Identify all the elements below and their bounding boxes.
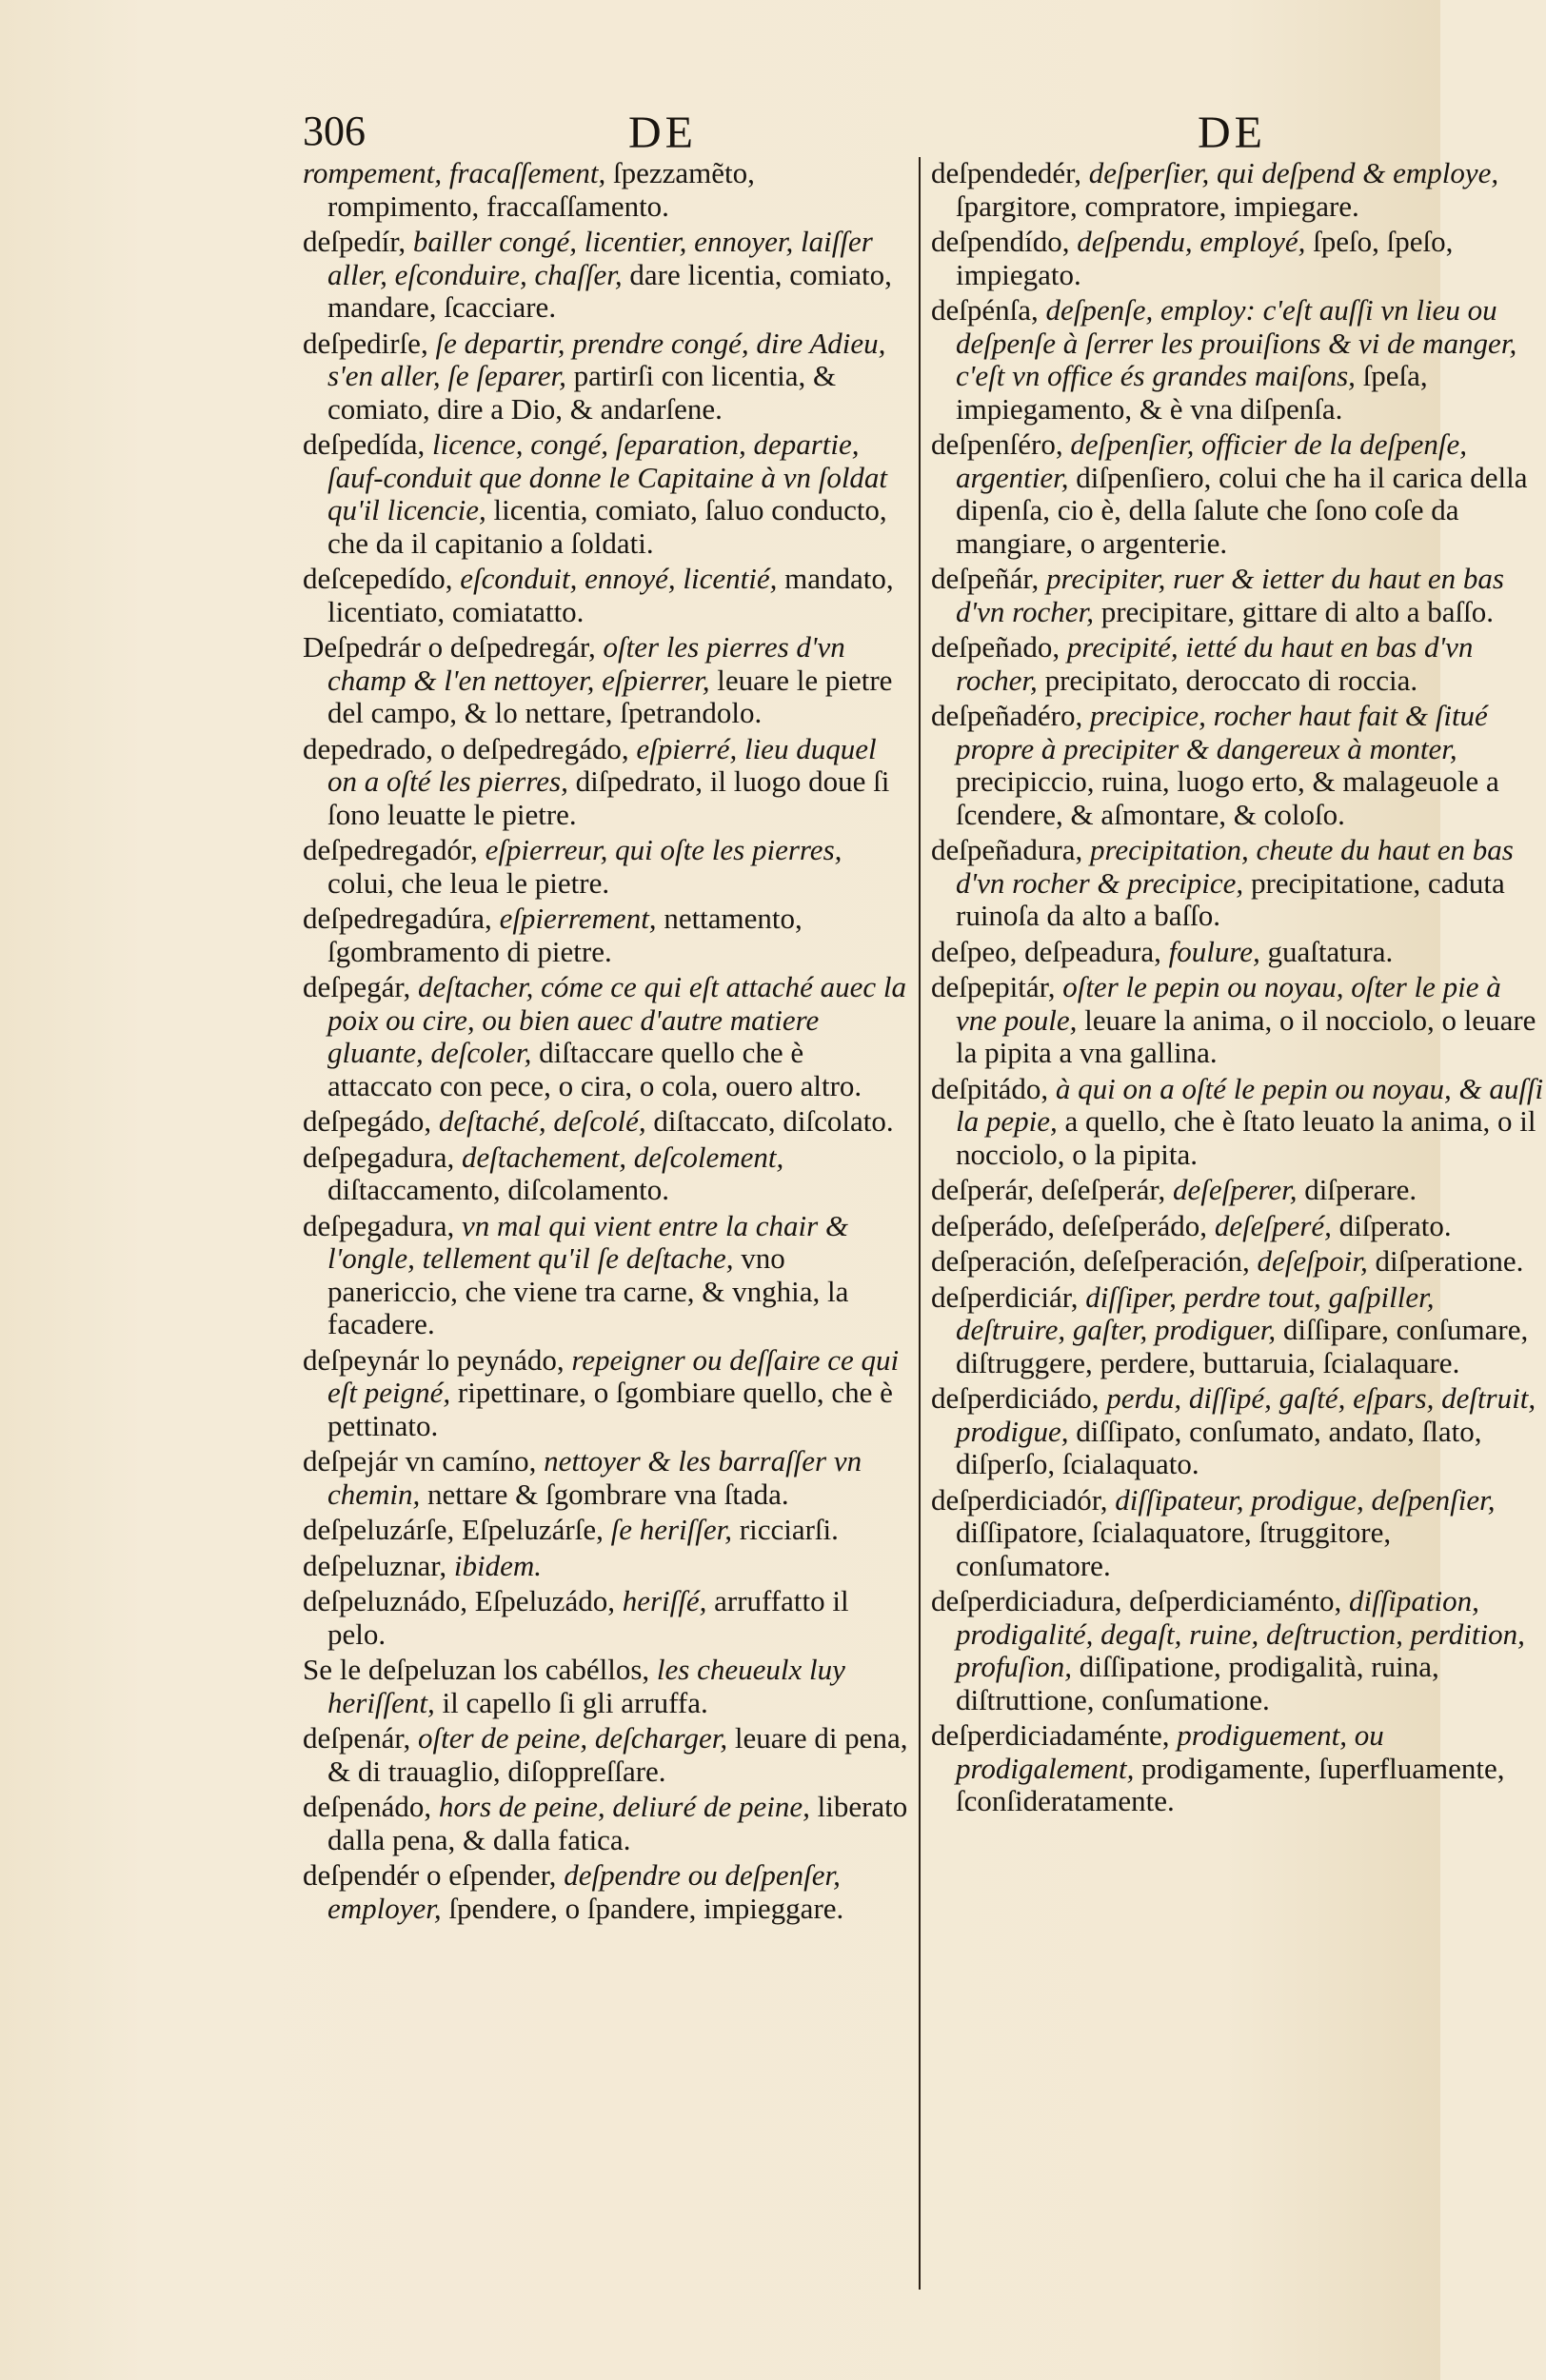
headword: deſpeynár lo peynádo, — [303, 1342, 572, 1377]
italian-gloss: precipitato, deroccato di roccia. — [1044, 663, 1418, 697]
dictionary-entry — [303, 1445, 912, 1511]
french-gloss: heriſſé, — [622, 1584, 715, 1617]
italian-gloss: ripettinare, o ſgombiare quello, che è pettinato. — [327, 1376, 893, 1442]
french-gloss: precipitation, cheute du haut en bas d'vn rocher & precipice, — [956, 833, 1514, 900]
french-gloss: eſpierré, lieu duquel on a oſté les pierres, — [327, 731, 877, 798]
italian-gloss: precipitare, gittare di alto a baſſo. — [1100, 594, 1494, 628]
headword: deſperdiciadaménte, — [931, 1718, 1178, 1752]
french-gloss: oſter le pepin ou noyau, oſter le pie à vne poule, — [956, 970, 1501, 1037]
dictionary-entry — [303, 327, 912, 426]
headword: deſpegadura, — [303, 1208, 462, 1242]
italian-gloss: vno panericcio, che viene tra carne, & vnghia, la facadere. — [327, 1241, 849, 1340]
dictionary-entry — [303, 157, 912, 223]
dictionary-entry — [303, 226, 912, 325]
dictionary-entry — [931, 1210, 1546, 1243]
headword: deſpeñado, — [931, 630, 1067, 664]
french-gloss: oſter les pierres d'vn champ & l'en nettoyer, eſpierrer, — [327, 630, 845, 697]
french-gloss: licence, congé, ſeparation, departie, ſauf-conduit que donne le Capitaine à vn ſoldat qu'il licencie, — [327, 427, 888, 526]
french-gloss: deſpendre ou deſpenſer, employer, — [327, 1858, 841, 1925]
dictionary-entry — [931, 700, 1546, 831]
dictionary-entry — [931, 294, 1546, 426]
left-column — [303, 157, 912, 1928]
dictionary-entry — [931, 1719, 1546, 1818]
italian-gloss: diſtaccare quello che è attaccato con pece, o cira, o cola, ouero altro. — [327, 1036, 862, 1102]
headword: deſpenár, — [303, 1721, 418, 1755]
italian-gloss: ſpezzamẽto, rompimento, fraccaſſamento. — [327, 156, 755, 223]
italian-gloss: nettamento, ſgombramento di pietre. — [327, 902, 803, 968]
dictionary-entry — [303, 733, 912, 832]
italian-gloss: partirſi con licentia, & comiato, dire a Dio, & andarſene. — [327, 359, 837, 426]
headword: deſperación, deſeſperación, — [931, 1244, 1258, 1278]
french-gloss: deſtachement, deſcolement, — [461, 1140, 784, 1174]
italian-gloss: precipiccio, ruina, luogo erto, & malageuole a ſcendere, & aſmontare, & coloſo. — [956, 764, 1499, 831]
headword: deſpegádo, — [303, 1104, 439, 1138]
italian-gloss: diſſipatione, prodigalità, ruina, diſtruttione, conſumatione. — [956, 1650, 1439, 1716]
dictionary-entry — [931, 1585, 1546, 1716]
headword: deſperdiciadór, — [931, 1482, 1116, 1517]
dictionary-entry — [931, 226, 1546, 291]
french-gloss: ſe heriſſer, — [610, 1513, 740, 1546]
headword: deſperdiciádo, — [931, 1381, 1107, 1415]
headword: deſpénſa, — [931, 293, 1046, 327]
dictionary-entry — [931, 157, 1546, 223]
italian-gloss: licentia, comiato, ſaluo conducto, che da il capitanio a ſoldati. — [327, 493, 887, 560]
italian-gloss: nettare & ſgombrare vna ſtada. — [427, 1477, 789, 1511]
french-gloss: deſeſperer, — [1172, 1173, 1305, 1206]
italian-gloss: a quello, che è ſtato leuato la anima, o il nocciolo, o la pipita. — [956, 1104, 1536, 1171]
headword: deſpepitár, — [931, 970, 1063, 1003]
italian-gloss: diſtaccamento, diſcolamento. — [327, 1173, 669, 1206]
dictionary-entry — [931, 1073, 1546, 1172]
headword: deſpedír, — [303, 225, 413, 258]
french-gloss: à qui on a oſté le pepin ou noyau, & auſſi la pepie, — [956, 1071, 1544, 1138]
italian-gloss: ſpendere, o ſpandere, impieggare. — [448, 1891, 844, 1925]
dictionary-entry — [303, 1210, 912, 1341]
dictionary-entry — [303, 902, 912, 968]
french-gloss: oſter de peine, deſcharger, — [417, 1721, 735, 1755]
french-gloss: deſeſperé, — [1214, 1208, 1339, 1242]
french-gloss: ſe departir, prendre congé, dire Adieu, s'en aller, ſe ſeparer, — [327, 326, 886, 392]
french-gloss: eſconduit, ennoyé, licentié, — [460, 562, 785, 595]
headword: deſpeo, deſpeadura, — [931, 934, 1169, 968]
headword: deſpendído, — [931, 225, 1078, 258]
french-gloss: rompement, fracaſſement, — [303, 156, 613, 189]
dictionary-entry — [303, 428, 912, 560]
headword: deſpejár vn camíno, — [303, 1444, 545, 1478]
headword: deſpeluzárſe, Eſpeluzárſe, — [303, 1513, 611, 1546]
dictionary-entry — [931, 631, 1546, 697]
french-gloss: deſtacher, cóme ce qui eſt attaché auec la poix ou cire, ou bien auec d'autre matiere gluante, deſcoler, — [327, 970, 907, 1069]
dictionary-entry — [931, 1281, 1546, 1380]
italian-gloss: mandato, licentiato, comiatatto. — [327, 562, 894, 628]
dictionary-entry — [303, 1550, 912, 1583]
french-gloss: deſpenſier, officier de la deſpenſe, argentier, — [956, 427, 1467, 494]
italian-gloss: diſperato. — [1338, 1208, 1452, 1242]
headword: deſcepedído, — [303, 562, 461, 595]
french-gloss: deſeſpoir, — [1257, 1244, 1376, 1278]
dictionary-entry — [931, 1382, 1546, 1481]
french-gloss: precipité, ietté du haut en bas d'vn rocher, — [956, 630, 1474, 697]
dictionary-entry — [303, 1791, 912, 1856]
french-gloss: precipice, rocher haut fait & ſitué propre à precipiter & dangereux à monter, — [956, 699, 1488, 765]
french-gloss: diſſipation, prodigalité, degaſt, ruine, deſtruction, perdition, profuſion, — [956, 1584, 1525, 1683]
french-gloss: deſpenſe, employ: c'eſt auſſi vn lieu ou deſpenſe à ſerrer les prouiſions & vi de manger, c'eſt vn office és grandes maiſons, — [956, 293, 1517, 392]
headword: deſpegár, — [303, 970, 418, 1003]
headword: deſperár, deſeſperár, — [931, 1173, 1173, 1206]
dictionary-entry — [931, 834, 1546, 933]
dictionary-entry — [931, 1245, 1546, 1279]
dictionary-entry — [303, 1514, 912, 1547]
page-number: 306 — [303, 108, 366, 154]
headword: deſpeñár, — [931, 562, 1046, 595]
french-gloss: eſpierreur, qui oſte les pierres, — [485, 833, 842, 866]
italian-gloss: diſſipatore, ſcialaquatore, ſtruggitore, conſumatore. — [956, 1516, 1392, 1582]
italian-gloss: diſpenſiero, colui che ha il carica della dipenſa, cio è, della ſalute che ſono coſe da mangiare, o argenterie. — [956, 460, 1528, 560]
dictionary-entry — [303, 563, 912, 628]
dictionary-entry — [303, 834, 912, 900]
italian-gloss: diſſipato, conſumato, andato, ſlato, diſperſo, ſcialaquato. — [956, 1414, 1482, 1480]
french-gloss: vn mal qui vient entre la chair & l'ongle, tellement qu'il ſe deſtache, — [327, 1208, 849, 1275]
french-gloss: ibidem. — [453, 1548, 542, 1582]
italian-gloss: ricciarſi. — [739, 1513, 839, 1546]
italian-gloss: arruffatto il pelo. — [327, 1584, 849, 1651]
dictionary-entry — [303, 631, 912, 730]
headword: deſpendedér, — [931, 156, 1089, 189]
headword: depedrado, o deſpedregádo, — [303, 731, 637, 765]
headword: deſpendér o eſpender, — [303, 1858, 565, 1892]
column-rule — [919, 157, 921, 2290]
right-column — [931, 156, 1544, 1821]
dictionary-entry — [303, 1344, 912, 1443]
headword: deſpenſéro, — [931, 427, 1071, 461]
headword: deſpegadura, — [303, 1140, 462, 1174]
dictionary-entry — [931, 936, 1546, 969]
french-gloss: eſpierrement, — [499, 902, 664, 935]
running-head-left: DE — [628, 108, 697, 158]
italian-gloss: guaſtatura. — [1267, 934, 1394, 968]
italian-gloss: leuare di pena, & di trauaglio, diſoppreſſare. — [327, 1721, 908, 1788]
italian-gloss: prodigamente, ſuperfluamente, ſconſideratamente. — [956, 1751, 1505, 1817]
french-gloss: repeigner ou deſſaire ce qui eſt peigné, — [327, 1342, 900, 1409]
headword: deſpeluznar, — [303, 1548, 454, 1582]
headword: Deſpedrár o deſpedregár, — [303, 630, 604, 664]
dictionary-entry — [931, 428, 1546, 560]
dictionary-entry — [303, 1141, 912, 1207]
french-gloss: diſſipateur, prodigue, deſpenſier, — [1115, 1482, 1496, 1517]
french-gloss: deſpendu, employé, — [1077, 225, 1314, 258]
headword: deſpedregadúra, — [303, 902, 500, 935]
french-gloss: deſtaché, deſcolé, — [438, 1104, 654, 1138]
french-gloss: bailler congé, licentier, ennoyer, laiſſer aller, eſconduire, chaſſer, — [327, 225, 873, 291]
italian-gloss: colui, che leua le pietre. — [327, 865, 610, 900]
italian-gloss: ſpargitore, compratore, impiegare. — [956, 188, 1359, 223]
italian-gloss: diſperare. — [1304, 1173, 1417, 1206]
dictionary-entry — [303, 1722, 912, 1788]
dictionary-entry — [931, 971, 1546, 1070]
dictionary-entry — [303, 1585, 912, 1651]
italian-gloss: leuare la anima, o il nocciolo, o leuare la pipita a vna gallina. — [956, 1002, 1536, 1069]
italian-gloss: diſperatione. — [1375, 1244, 1524, 1278]
italian-gloss: ſpeſa, impiegamento, & è vna diſpenſa. — [956, 359, 1428, 426]
dictionary-entry — [303, 1654, 912, 1719]
headword: deſpitádo, — [931, 1071, 1056, 1105]
french-gloss: diſſiper, perdre tout, gaſpiller, deſtruire, gaſter, prodiguer, — [956, 1279, 1435, 1346]
italian-gloss: liberato dalla pena, & dalla fatica. — [327, 1790, 908, 1856]
french-gloss: perdu, diſſipé, gaſté, eſpars, deſtruit, prodigue, — [956, 1381, 1536, 1448]
french-gloss: les cheueulx luy heriſſent, — [327, 1653, 845, 1719]
italian-gloss: ſpeſo, ſpeſo, impiegato. — [956, 225, 1454, 291]
headword: deſperdiciadura, deſperdiciaménto, — [931, 1584, 1349, 1617]
dictionary-entry — [931, 563, 1546, 628]
dictionary-entry — [931, 1174, 1546, 1207]
french-gloss: precipiter, ruer & ietter du haut en bas d'vn rocher, — [956, 562, 1504, 628]
headword: deſpenádo, — [303, 1790, 439, 1823]
headword: deſperádo, deſeſperádo, — [931, 1208, 1215, 1242]
italian-gloss: il capello ſi gli arruffa. — [442, 1685, 708, 1719]
italian-gloss: diſſipare, conſumare, diſtruggere, perdere, buttaruia, ſcialaquare. — [956, 1313, 1529, 1379]
dictionary-entry — [303, 971, 912, 1102]
headword: deſpeñadura, — [931, 833, 1090, 866]
headword: deſpeñadéro, — [931, 699, 1090, 732]
italian-gloss: diſpedrato, il luogo doue ſi ſono leuatte le pietre. — [327, 764, 890, 831]
french-gloss: prodiguement, ou prodigalement, — [956, 1718, 1384, 1785]
italian-gloss: diſtaccato, diſcolato. — [653, 1104, 894, 1138]
dictionary-entry — [303, 1105, 912, 1139]
french-gloss: deſperſier, qui deſpend & employe, — [1088, 156, 1499, 189]
headword: deſpeluznádo, Eſpeluzádo, — [303, 1584, 623, 1617]
headword: deſpedída, — [303, 427, 433, 461]
headword: Se le deſpeluzan los cabéllos, — [303, 1653, 657, 1686]
italian-gloss: leuare le pietre del campo, & lo nettare, ſpetrandolo. — [327, 663, 893, 729]
headword: deſpedirſe, — [303, 326, 436, 360]
italian-gloss: dare licentia, comiato, mandare, ſcacciare. — [327, 257, 892, 324]
french-gloss: hors de peine, deliuré de peine, — [438, 1790, 818, 1823]
running-head-right: DE — [1198, 108, 1266, 158]
french-gloss: foulure, — [1168, 934, 1268, 968]
italian-gloss: precipitatione, caduta ruinoſa da alto a baſſo. — [956, 865, 1505, 932]
dictionary-entry — [931, 1484, 1546, 1583]
headword: deſpedregadór, — [303, 833, 486, 866]
dictionary-entry — [303, 1859, 912, 1925]
french-gloss: nettoyer & les barraſſer vn chemin, — [327, 1444, 862, 1511]
headword: deſperdiciár, — [931, 1279, 1086, 1314]
